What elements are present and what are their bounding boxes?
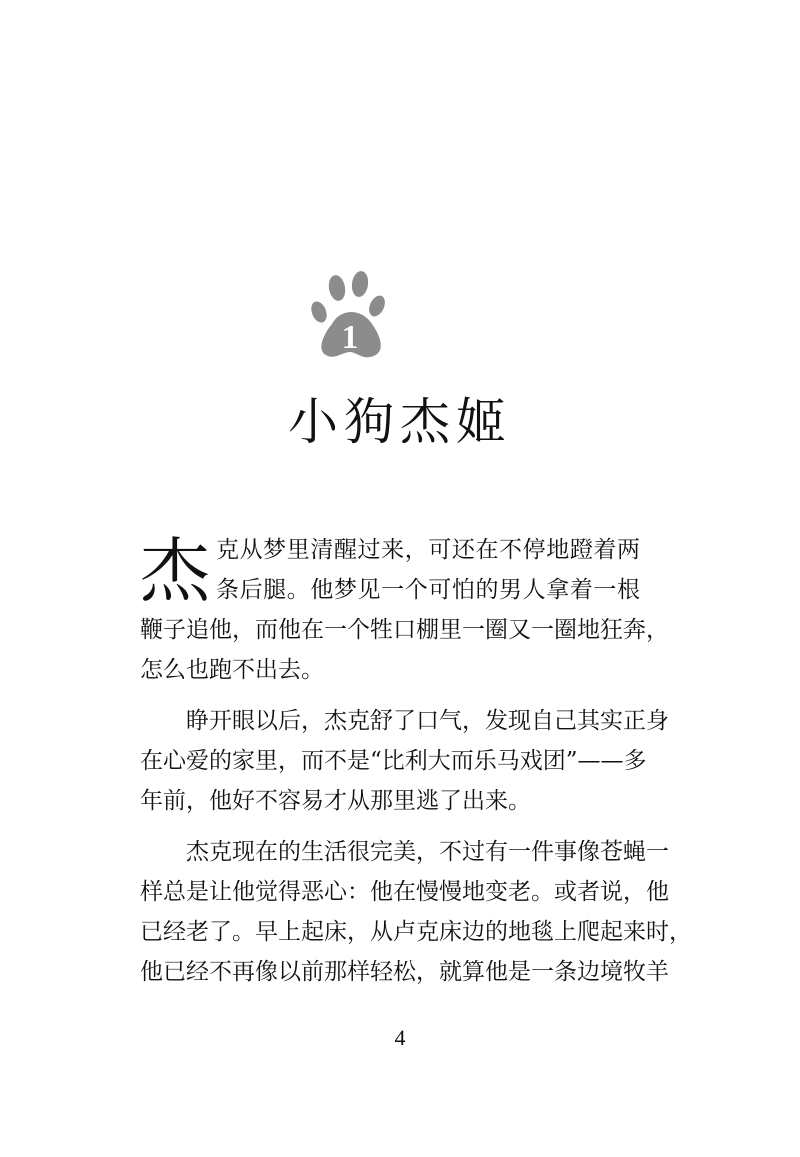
- paragraph-line: 已经老了。早上起床，从卢克床边的地毯上爬起来时，: [140, 919, 692, 945]
- paragraph-line: 在心爱的家里，而不是“比利大而乐马戏团”——多: [140, 748, 647, 774]
- page-number: 4: [394, 1025, 406, 1050]
- paragraph-line: 样总是让他觉得恶心：他在慢慢地变老。或者说，他: [140, 879, 669, 905]
- paw-toe-1: [310, 299, 330, 325]
- paw-toe-2: [327, 274, 347, 302]
- paragraph-line: 睁开眼以后，杰克舒了口气，发现自己其实正身: [186, 708, 669, 734]
- paragraph-3: [140, 832, 692, 992]
- paw-toe-3: [350, 270, 369, 298]
- paw-print-icon: [310, 268, 390, 360]
- chapter-body: [140, 530, 692, 992]
- paragraph-line: 克从梦里清醒过来，可还在不停地蹬着两: [216, 537, 640, 563]
- paw-toe-4: [366, 293, 388, 319]
- paragraph-line: 他已经不再像以前那样轻松，就算他是一条边境牧羊: [140, 959, 669, 985]
- paragraph-line: 杰克现在的生活很完美，不过有一件事像苍蝇一: [186, 839, 669, 865]
- chapter-number: 1: [341, 319, 359, 356]
- paragraph-line: 鞭子追他，而他在一个牲口棚里一圈又一圈地狂奔，: [140, 617, 669, 643]
- drop-cap: 杰: [140, 530, 210, 612]
- paragraph-line: 年前，他好不容易才从那里逃了出来。: [140, 788, 531, 814]
- paragraph-2: [140, 701, 669, 821]
- paragraph-line: 怎么也跑不出去。: [140, 657, 324, 683]
- paragraph-1: [140, 530, 669, 690]
- chapter-title: 小狗杰姬: [288, 393, 512, 451]
- paragraph-line: 条后腿。他梦见一个可怕的男人拿着一根: [216, 577, 640, 603]
